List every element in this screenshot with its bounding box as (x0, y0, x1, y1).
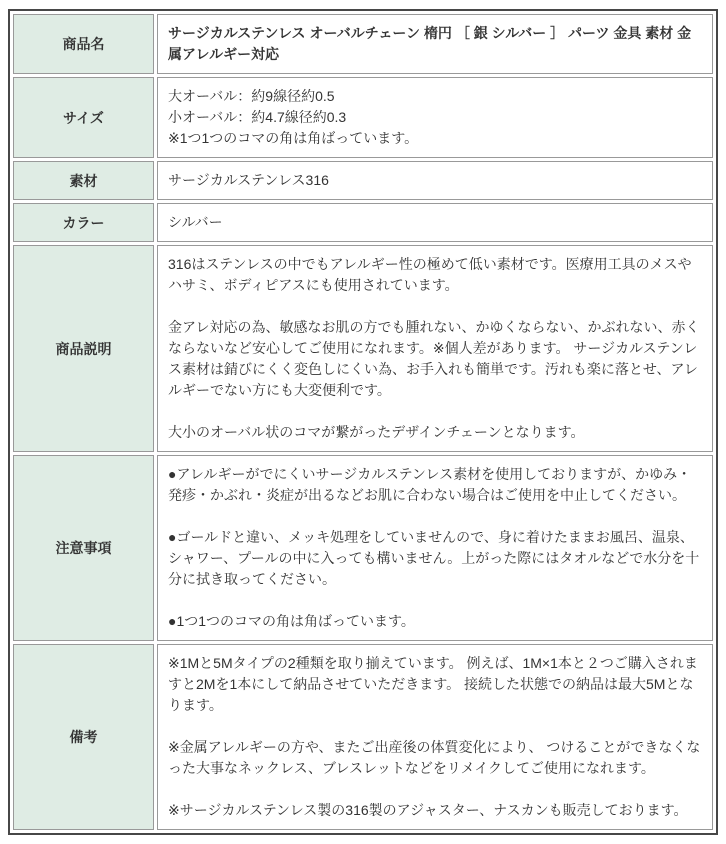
table-row-product-name (13, 14, 713, 74)
description-cell (157, 245, 713, 452)
row-label-size: サイズ (13, 77, 154, 158)
material-cell (157, 161, 713, 200)
table-row-color (13, 203, 713, 242)
table-row-notes (13, 644, 713, 830)
notes-cell (157, 644, 713, 830)
row-label-description: 商品説明 (13, 245, 154, 452)
row-label-product-name: 商品名 (13, 14, 154, 74)
cell-paragraph: ※金属アレルギーの方や、またご出産後の体質変化により、 つけることができなくなった大事なネックレス、ブレスレットなどをリメイクしてご使用になれます。 (168, 739, 701, 776)
table-row-cautions (13, 455, 713, 641)
cell-paragraph: 大オーバル：約9線径約0.5 (168, 88, 335, 104)
product-spec-table (8, 9, 718, 835)
table-row-material (13, 161, 713, 200)
cell-paragraph: サージカルステンレス オーバルチェーン 楕円 ［ 銀 シルバー ］ パーツ 金具 素材 金属アレルギー対応 (168, 25, 692, 62)
product-name-cell (157, 14, 713, 74)
row-label-color: カラー (13, 203, 154, 242)
cell-paragraph: ●1つ1つのコマの角は角ばっています。 (168, 613, 415, 629)
table-row-description (13, 245, 713, 452)
cell-paragraph: 大小のオーバル状のコマが繋がったデザインチェーンとなります。 (168, 424, 585, 440)
size-cell (157, 77, 713, 158)
cell-paragraph: シルバー (168, 214, 223, 230)
cell-paragraph: 金アレ対応の為、敏感なお肌の方でも腫れない、かゆくならない、かぶれない、赤くならないなど安心してご使用になれます。※個人差があります。 サージカルステンレス素材は錆びにくく変色しにくい為、お手入れも簡単です。汚れも楽に落とせ、アレルギーでない方にも大変便利です。 (168, 319, 700, 398)
cell-paragraph: ※1Mと5Mタイプの2種類を取り揃えています。 例えば、1M×1本と２つご購入されますと2Mを1本にして納品させていただきます。 接続した状態での納品は最大5Mとなります。 (168, 655, 698, 713)
cell-paragraph: 小オーバル：約4.7線径約0.3 (168, 109, 347, 125)
color-cell (157, 203, 713, 242)
cell-paragraph: サージカルステンレス316 (168, 172, 329, 188)
cell-paragraph: ●ゴールドと違い、メッキ処理をしていませんので、身に着けたままお風呂、温泉、シャワー、プールの中に入っても構いません。上がった際にはタオルなどで水分を十分に拭き取ってください。 (168, 529, 700, 587)
row-label-notes: 備考 (13, 644, 154, 830)
cell-paragraph: ●アレルギーがでにくいサージカルステンレス素材を使用しておりますが、かゆみ・発疹・かぶれ・炎症が出るなどお肌に合わない場合はご使用を中止してください。 (168, 466, 692, 503)
row-label-material: 素材 (13, 161, 154, 200)
row-label-cautions: 注意事項 (13, 455, 154, 641)
table-row-size (13, 77, 713, 158)
cell-paragraph: ※1つ1つのコマの角は角ばっています。 (168, 130, 419, 146)
cell-paragraph: ※サージカルステンレス製の316製のアジャスター、ナスカンも販売しております。 (168, 802, 688, 818)
cell-paragraph: 316はステンレスの中でもアレルギー性の極めて低い素材です。医療用工具のメスやハサミ、ボディピアスにも使用されています。 (168, 256, 692, 293)
cautions-cell (157, 455, 713, 641)
